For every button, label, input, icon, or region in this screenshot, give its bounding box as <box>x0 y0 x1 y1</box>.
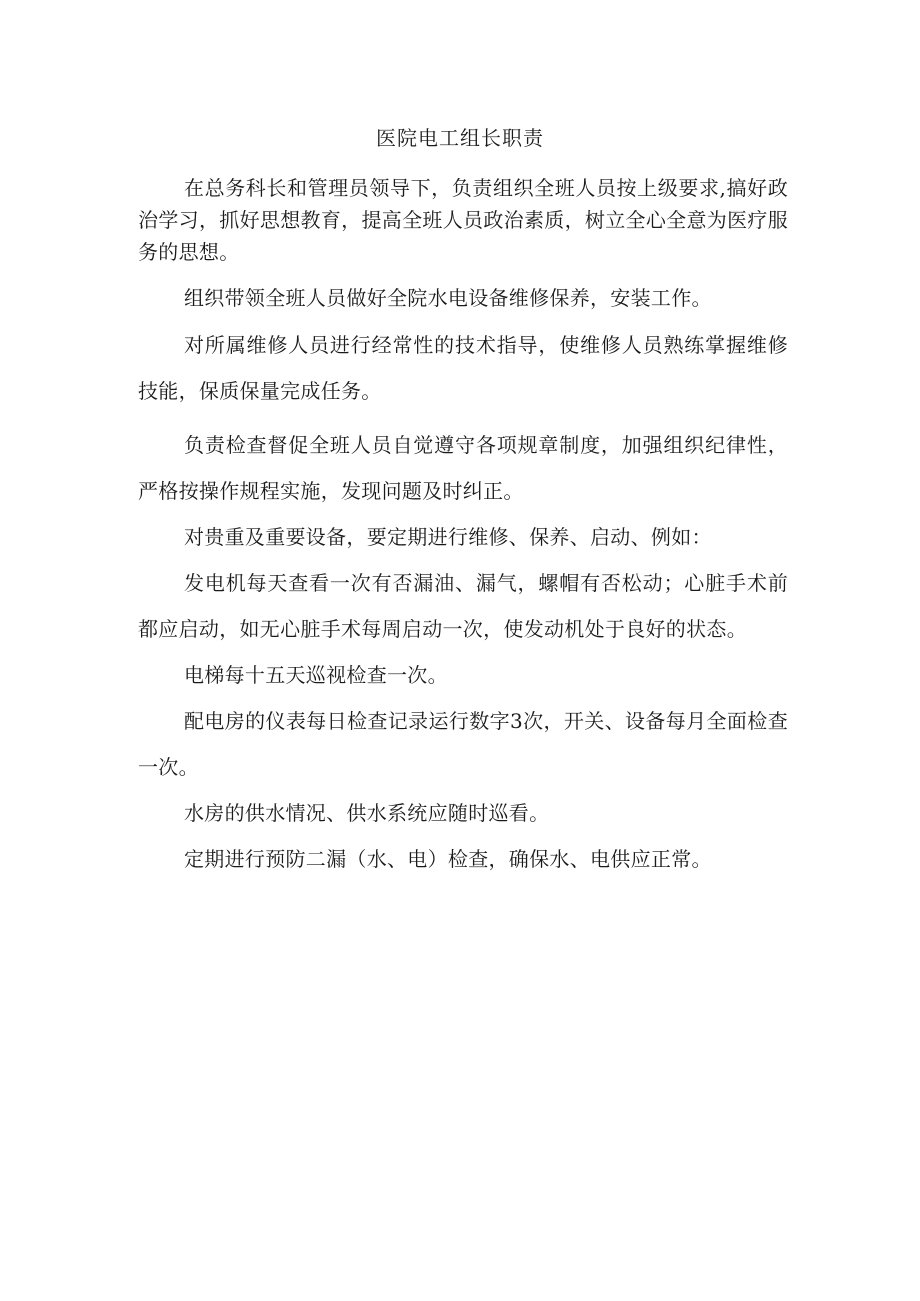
paragraph-6: 发电机每天查看一次有否漏油、漏气，螺帽有否松动；心脏手术前都应启动，如无心脏手术每周启动一次，使发动机处于良好的状态。 <box>138 571 788 641</box>
paragraph-9: 水房的供水情况、供水系统应随时巡看。 <box>184 801 550 825</box>
paragraph-3: 对所属维修人员进行经常性的技术指导，使维修人员熟练掌握维修技能，保质保量完成任务。 <box>138 333 788 403</box>
paragraph-8: 配电房的仪表每日检查记录运行数字3次，开关、设备每月全面检查一次。 <box>138 709 788 779</box>
paragraph-5: 对贵重及重要设备，要定期进行维修、保养、启动、例如： <box>184 525 712 549</box>
document-body <box>138 172 788 882</box>
document-title: 医院电工组长职责 <box>376 126 544 150</box>
paragraph-10: 定期进行预防二漏（水、电）检查，确保水、电供应正常。 <box>184 847 712 871</box>
paragraph-7: 电梯每十五天巡视检查一次。 <box>184 663 448 687</box>
paragraph-2: 组织带领全班人员做好全院水电设备维修保养，安装工作。 <box>184 286 712 310</box>
paragraph-1: 在总务科长和管理员领导下，负责组织全班人员按上级要求,搞好政治学习，抓好思想教育，提高全班人员政治素质，树立全心全意为医疗服务的思想。 <box>138 176 788 264</box>
paragraph-4: 负责检查督促全班人员自觉遵守各项规章制度，加强组织纪律性，严格按操作规程实施，发现问题及时纠正。 <box>138 433 788 503</box>
